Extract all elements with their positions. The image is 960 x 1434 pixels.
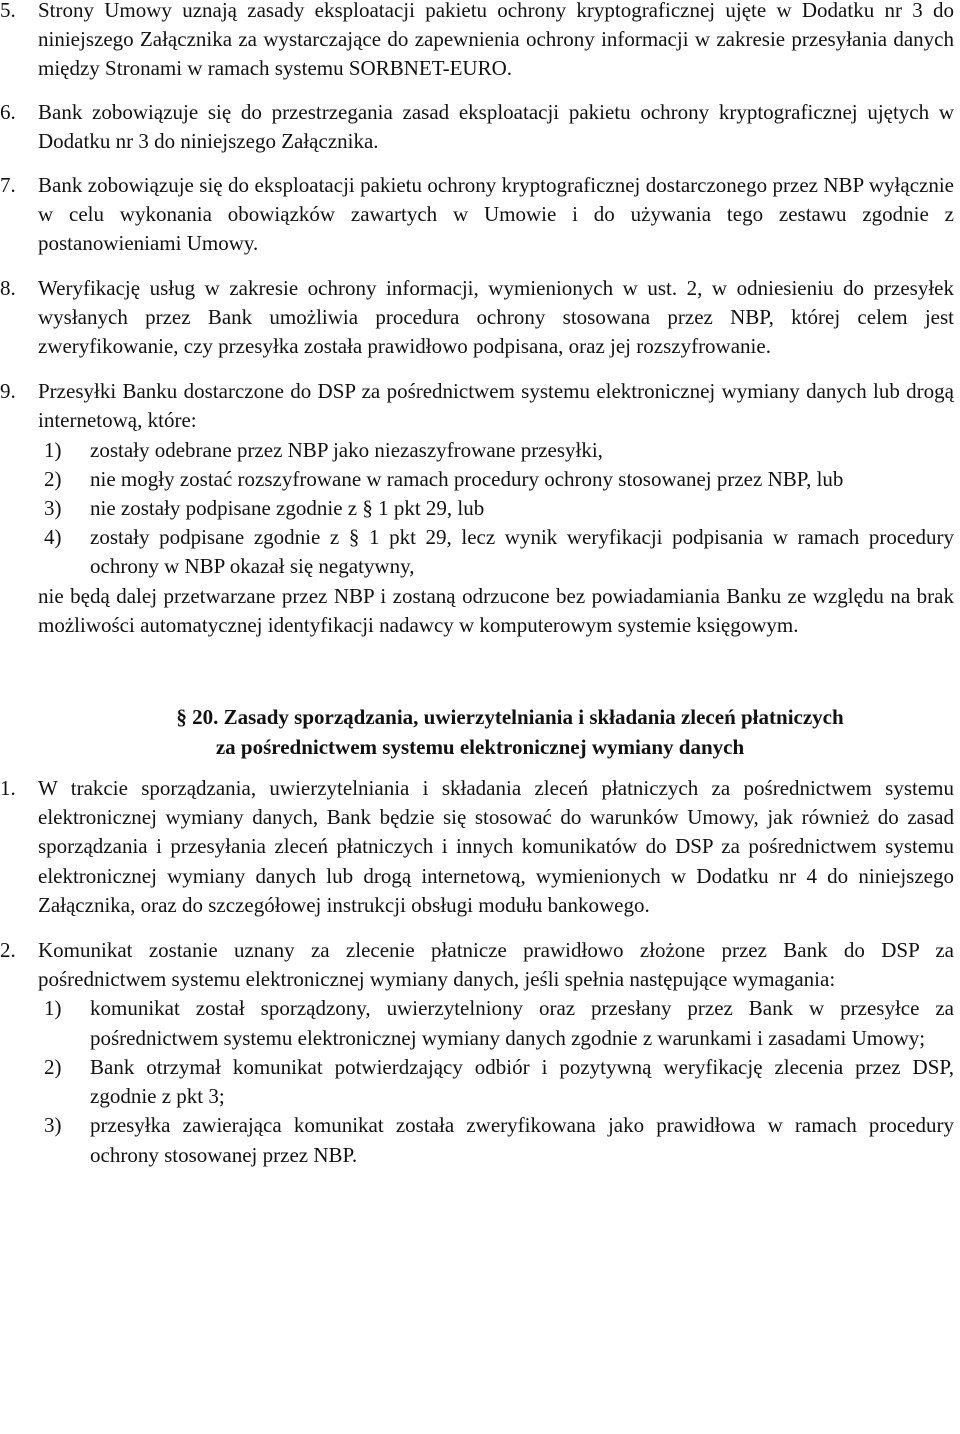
item-number: 6. bbox=[0, 99, 16, 124]
sub-item-text: nie zostały podpisane zgodnie z § 1 pkt 29, lub bbox=[90, 496, 485, 521]
sub-item-number: 2) bbox=[44, 466, 62, 491]
sub-item-9-1 bbox=[0, 436, 960, 465]
item-number: 8. bbox=[0, 275, 16, 300]
item-text: Strony Umowy uznają zasady eksploatacji pakietu ochrony kryptograficznej ujęte w Dodatku nr 3 do niniejszego Załącznika za wystarczające do zapewnienia ochrony informacji w zakresie przesyłania danych między Stronami w ramach systemu SORBNET-EURO. bbox=[38, 0, 954, 81]
item-text: Komunikat zostanie uznany za zlecenie płatnicze prawidłowo złożone przez Bank do DSP za pośrednictwem systemu elektronicznej wymiany danych, jeśli spełnia następujące wymagania: bbox=[38, 938, 954, 992]
sub-item-2-1 bbox=[0, 994, 960, 1052]
list-item-9 bbox=[0, 377, 960, 435]
sub-item-text: komunikat został sporządzony, uwierzytelniony oraz przesłany przez Bank w przesyłce za pośrednictwem systemu elektronicznej wymiany danych zgodnie z warunkami i zasadami Umowy; bbox=[90, 996, 954, 1050]
item-text: Przesyłki Banku dostarczone do DSP za pośrednictwem systemu elektronicznej wymiany danych lub drogą internetową, które: bbox=[38, 379, 954, 433]
item-number: 7. bbox=[0, 173, 16, 198]
sub-item-9-4 bbox=[0, 523, 960, 581]
sub-item-text: zostały podpisane zgodnie z § 1 pkt 29, lecz wynik weryfikacji podpisania w ramach procedury ochrony w NBP okazał się negatywny, bbox=[90, 525, 954, 579]
sub-item-text: Bank otrzymał komunikat potwierdzający odbiór i pozytywną weryfikację zlecenia przez DSP, zgodnie z pkt 3; bbox=[90, 1054, 954, 1109]
item-9-closing: nie będą dalej przetwarzane przez NBP i zostaną odrzucone bez powiadamiania Banku ze względu na brak możliwości automatycznej identyfikacji nadawcy w komputerowym systemie księgowym. bbox=[38, 583, 954, 637]
item-text: Weryfikację usług w zakresie ochrony informacji, wymienionych w ust. 2, w odniesieniu do przesyłek wysłanych przez Bank umożliwia procedura ochrony stosowana przez NBP, której celem jest zweryfikowanie, czy przesyłka została prawidłowo podpisana, oraz jej rozszyfrowanie. bbox=[38, 275, 954, 359]
sub-item-number: 1) bbox=[44, 437, 62, 462]
list-item-8 bbox=[0, 274, 960, 362]
item-number: 5. bbox=[0, 0, 16, 22]
section20-item-2 bbox=[0, 936, 960, 994]
item-text: W trakcie sporządzania, uwierzytelniania i składania zleceń płatniczych za pośrednictwem systemu elektronicznej wymiany danych, Bank będzie się stosować do warunków Umowy, jak również do zasad sporządzania i przesyłania zleceń płatniczych i innych komunikatów do DSP za pośrednictwem systemu elektronicznej wymiany danych lub drogą internetową, wymienionych w Dodatku nr 4 do niniejszego Załącznika, oraz do szczegółowej instrukcji obsługi modułu bankowego. bbox=[38, 776, 954, 917]
sub-item-number: 2) bbox=[44, 1054, 62, 1079]
sub-item-2-3 bbox=[0, 1111, 960, 1169]
sub-item-text: nie mogły zostać rozszyfrowane w ramach procedury ochrony stosowanej przez NBP, lub bbox=[90, 466, 844, 491]
list-item-6 bbox=[0, 98, 960, 156]
section-heading bbox=[0, 702, 960, 762]
item-number: 9. bbox=[0, 379, 16, 404]
sub-item-number: 3) bbox=[44, 496, 62, 521]
section-heading-line2: za pośrednictwem systemu elektronicznej wymiany danych bbox=[215, 735, 745, 760]
sub-item-text: zostały odebrane przez NBP jako niezaszyfrowane przesyłki, bbox=[90, 437, 603, 462]
list-item-7 bbox=[0, 171, 960, 259]
list-item-5 bbox=[0, 0, 960, 84]
sub-item-9-3 bbox=[0, 494, 960, 523]
item-number: 2. bbox=[0, 938, 16, 963]
section-heading-line1: § 20. Zasady sporządzania, uwierzytelniania i składania zleceń płatniczych bbox=[176, 705, 844, 730]
sub-item-text: przesyłka zawierająca komunikat została zweryfikowana jako prawidłowa w ramach procedury ochrony stosowanej przez NBP. bbox=[90, 1113, 954, 1167]
sub-item-number: 3) bbox=[44, 1113, 62, 1138]
sub-item-9-2 bbox=[0, 465, 960, 494]
sub-item-number: 4) bbox=[44, 525, 62, 550]
sub-item-number: 1) bbox=[44, 996, 62, 1021]
item-text: Bank zobowiązuje się do przestrzegania zasad eksploatacji pakietu ochrony kryptograficznej ujętych w Dodatku nr 3 do niniejszego Załącznika. bbox=[38, 99, 954, 153]
section20-item-1 bbox=[0, 774, 960, 920]
item-number: 1. bbox=[0, 776, 16, 801]
sub-item-2-2 bbox=[0, 1053, 960, 1111]
item-text: Bank zobowiązuje się do eksploatacji pakietu ochrony kryptograficznej dostarczonego przez NBP wyłącznie w celu wykonania obowiązków zawartych w Umowie i do używania tego zestawu zgodnie z postanowieniami Umowy. bbox=[38, 173, 954, 256]
